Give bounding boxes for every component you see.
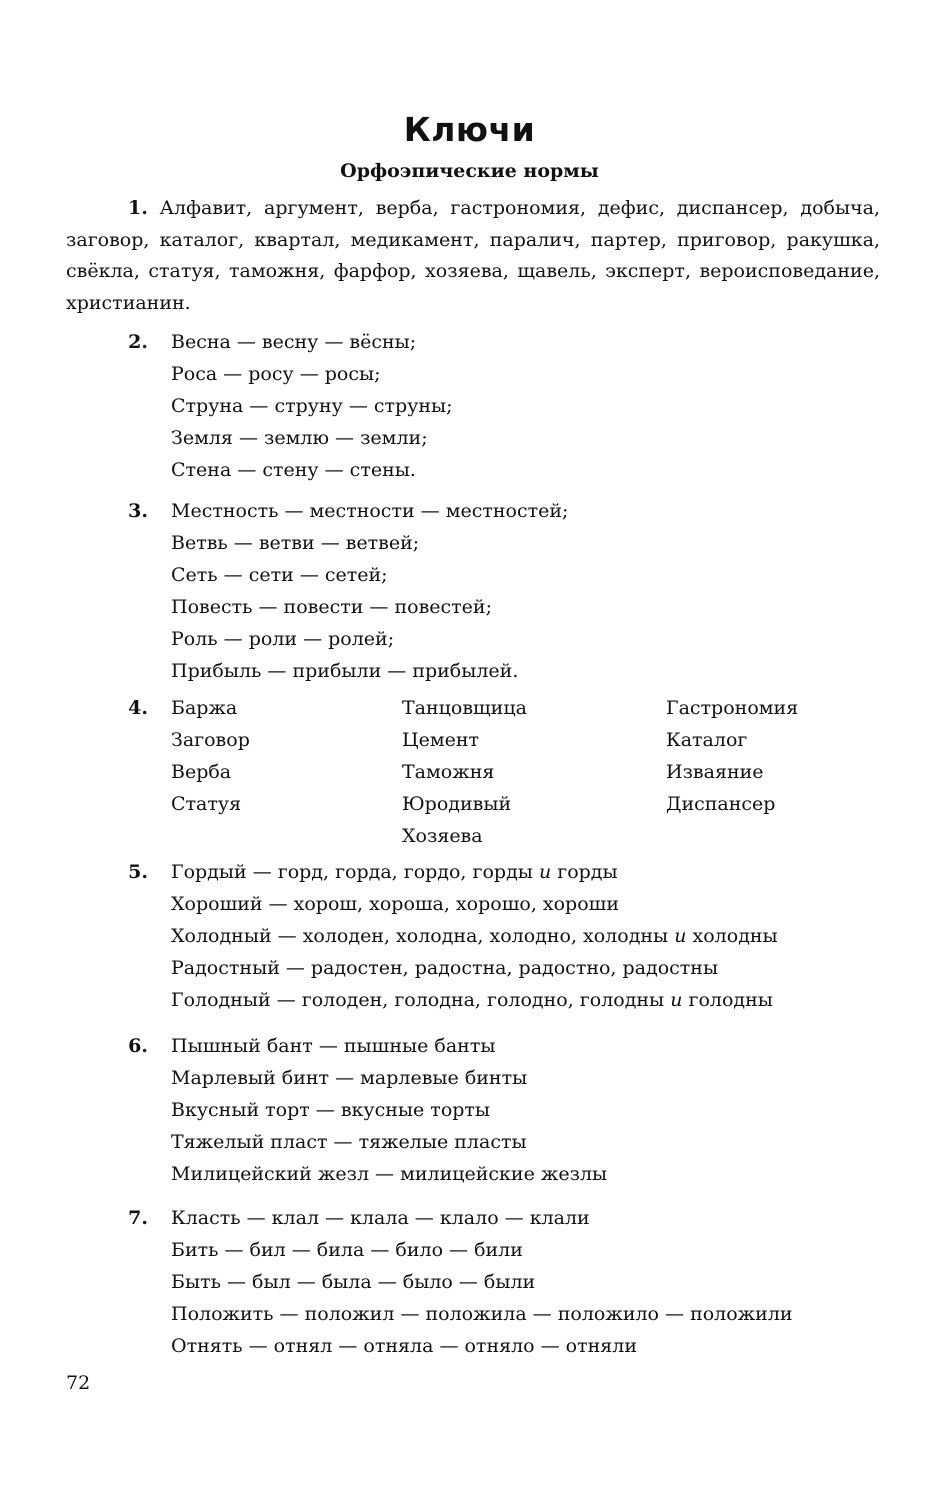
section-heading: Орфоэпические нормы <box>340 160 599 182</box>
exercise-4-word: Заговор <box>171 729 250 751</box>
exercise-1 <box>66 193 880 319</box>
exercise-3-line: Местность — местности — местностей; <box>171 500 569 522</box>
exercise-5-line: Голодный — голоден, голодна, голодно, голодны и голодны <box>171 989 773 1011</box>
exercise-7-line: Отнять — отнял — отняла — отняло — отняли <box>171 1335 638 1357</box>
exercise-5-number: 5. <box>128 861 148 883</box>
conjunction: и <box>538 861 552 883</box>
exercise-6-line: Пышный бант — пышные банты <box>171 1035 496 1057</box>
exercise-2-line: Земля — землю — земли; <box>171 427 428 449</box>
exercise-4-word: Цемент <box>402 729 480 751</box>
exercise-5-line: Радостный — радостен, радостна, радостно, радостны <box>171 957 719 979</box>
exercise-7-line: Бить — бил — била — било — били <box>171 1239 523 1261</box>
exercise-4-word: Баржа <box>171 697 238 719</box>
exercise-5-line: Хороший — хорош, хороша, хорошо, хороши <box>171 893 619 915</box>
exercise-7-line: Положить — положил — положила — положило — положили <box>171 1303 793 1325</box>
page-title: Ключи <box>403 110 536 149</box>
exercise-4-word: Каталог <box>666 729 748 751</box>
exercise-2-line: Стена — стену — стены. <box>171 459 416 481</box>
exercise-6-line: Тяжелый пласт — тяжелые пласты <box>171 1131 527 1153</box>
exercise-7-line: Класть — клал — клала — клало — клали <box>171 1207 590 1229</box>
exercise-6-line: Милицейский жезл — милицейские жезлы <box>171 1163 608 1185</box>
exercise-4-word: Статуя <box>171 793 242 815</box>
exercise-5-line: Гордый — горд, горда, гордо, горды и горды <box>171 861 618 883</box>
exercise-3-line: Ветвь — ветви — ветвей; <box>171 532 420 554</box>
exercise-6-number: 6. <box>128 1035 148 1057</box>
exercise-1-number: 1. <box>128 197 148 219</box>
exercise-4-word: Изваяние <box>666 761 764 783</box>
exercise-4-word: Юродивый <box>402 793 512 815</box>
exercise-2-line: Струна — струну — струны; <box>171 395 453 417</box>
conjunction: и <box>670 989 683 1011</box>
exercise-7-number: 7. <box>128 1207 148 1229</box>
exercise-4-word: Верба <box>171 761 232 783</box>
conjunction: и <box>674 925 687 947</box>
exercise-2-line: Весна — весну — вёсны; <box>171 331 417 353</box>
exercise-4-word: Таможня <box>402 761 495 783</box>
exercise-5-line: Холодный — холоден, холодна, холодно, холодны и холодны <box>171 925 778 947</box>
exercise-4-word: Гастрономия <box>666 697 799 719</box>
exercise-3-line: Прибыль — прибыли — прибылей. <box>171 660 519 682</box>
exercise-7-line: Быть — был — была — было — были <box>171 1271 536 1293</box>
exercise-2-line: Роса — росу — росы; <box>171 363 381 385</box>
exercise-4-word: Танцовщица <box>402 697 527 719</box>
exercise-3-line: Роль — роли — ролей; <box>171 628 395 650</box>
exercise-3-number: 3. <box>128 500 148 522</box>
exercise-3-line: Сеть — сети — сетей; <box>171 564 388 586</box>
page-number: 72 <box>66 1372 91 1394</box>
exercise-1-text: Алфавит, аргумент, верба, гастрономия, дефис, диспансер, добыча, заговор, каталог, квартал, медикамент, паралич, партер, приговор, ракушка, свёкла, статуя, таможня, фарфор, хозяева, щавель, эксперт, вероисповедание, христианин. <box>66 197 880 314</box>
exercise-4-number: 4. <box>128 697 148 719</box>
exercise-2-number: 2. <box>128 331 148 353</box>
exercise-6-line: Вкусный торт — вкусные торты <box>171 1099 491 1121</box>
exercise-3-line: Повесть — повести — повестей; <box>171 596 492 618</box>
exercise-4-word: Хозяева <box>402 825 483 847</box>
exercise-6-line: Марлевый бинт — марлевые бинты <box>171 1067 528 1089</box>
exercise-4-word: Диспансер <box>666 793 776 815</box>
